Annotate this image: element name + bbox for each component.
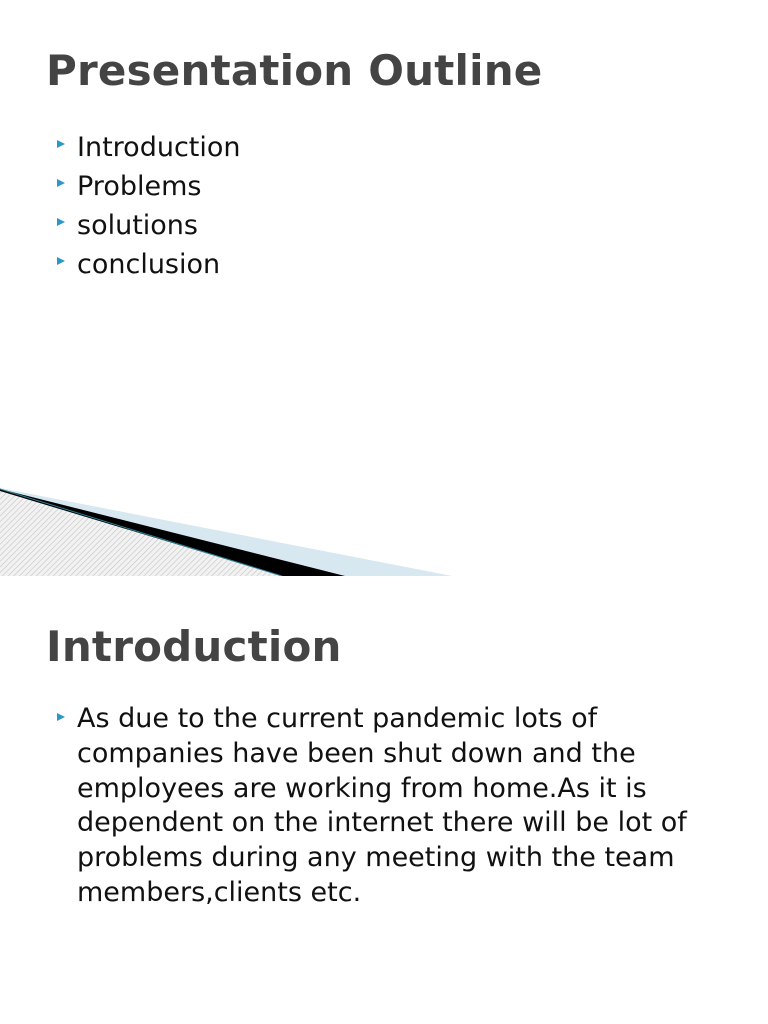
bullet-item-introduction xyxy=(52,128,732,167)
bullet-text: As due to the current pandemic lots of companies have been shut down and the employees are working from home.As it is dependent on the internet there will be lot of problems during any meeting with the team members,clients etc. xyxy=(77,703,687,908)
slide-title: Introduction xyxy=(46,622,342,671)
bullet-text: solutions xyxy=(77,210,198,241)
triangle-bullet-icon xyxy=(57,179,65,187)
triangle-bullet-icon xyxy=(57,140,65,148)
bullet-item-conclusion xyxy=(52,245,732,284)
slide-introduction xyxy=(0,576,768,1024)
bullet-item-solutions xyxy=(52,206,732,245)
bullet-text: Problems xyxy=(77,171,202,202)
triangle-bullet-icon xyxy=(57,713,65,721)
outline-bullet-list xyxy=(52,128,732,284)
bullet-item-problems xyxy=(52,167,732,206)
bullet-text: Introduction xyxy=(77,132,241,163)
slide-title: Presentation Outline xyxy=(46,46,543,95)
triangle-bullet-icon xyxy=(57,257,65,265)
introduction-bullet-list xyxy=(52,702,702,911)
bullet-text: conclusion xyxy=(77,249,221,280)
triangle-bullet-icon xyxy=(57,218,65,226)
bullet-item-paragraph xyxy=(52,702,702,911)
slide-corner-decoration xyxy=(0,476,768,576)
